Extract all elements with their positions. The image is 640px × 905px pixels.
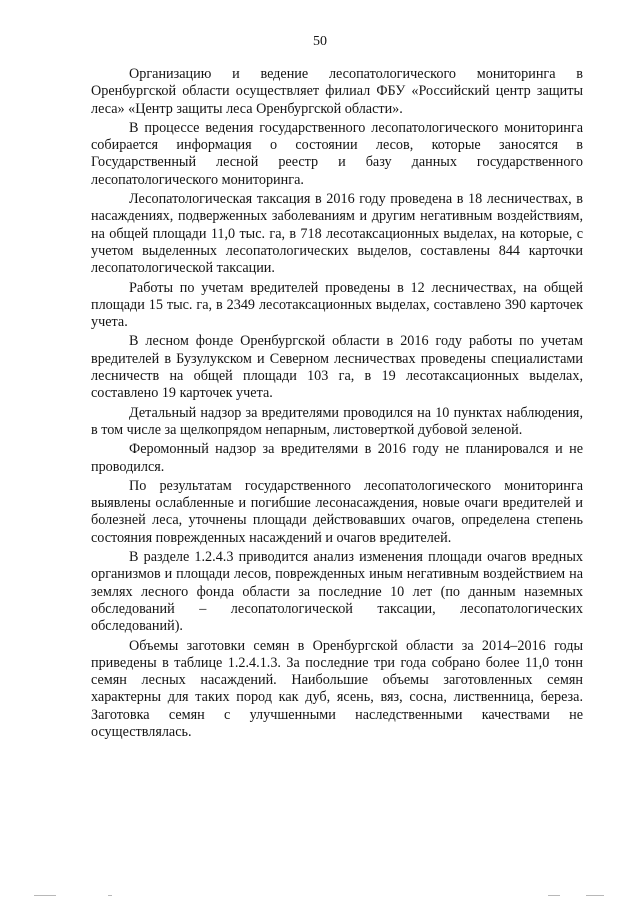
paragraph-forestry-surveys: В лесном фонде Оренбургской области в 2016 году работы по учетам вредителей в Бузулукском и Северном лесничествах проведены специалистами лесничеств на общей площади 103 га, в 19 лесотаксационных выделах, составлено 19 карточек учета.	[91, 333, 583, 402]
scan-artifacts	[0, 893, 640, 899]
paragraph-pathology-taxation: Лесопатологическая таксация в 2016 году проведена в 18 лесничествах, в насаждениях, подверженных заболеваниям и другим негативным воздействиям, на общей площади 11,0 тыс. га, в 718 лесотаксационных выделах, на которые, с учетом выделенных лесопатологических выделов, составлены 844 карточки лесопатологической таксации.	[91, 191, 583, 277]
paragraph-information-collection: В процессе ведения государственного лесопатологического мониторинга собирается информация о состоянии лесов, которые заносятся в Государственный лесной реестр и базу данных государственного лесопатологического мониторинга.	[91, 119, 583, 188]
scan-artifact	[548, 895, 560, 896]
scan-artifact	[586, 895, 604, 896]
paragraph-pest-surveys: Работы по учетам вредителей проведены в 12 лесничествах, на общей площади 15 тыс. га, в 2349 лесотаксационных выделах, составлено 390 карточек учета.	[91, 279, 583, 331]
scan-artifact	[34, 895, 56, 896]
paragraph-detailed-supervision: Детальный надзор за вредителями проводился на 10 пунктах наблюдения, в том числе за щелкопрядом непарным, листоверткой дубовой зеленой.	[91, 404, 583, 438]
paragraph-monitoring-results: По результатам государственного лесопатологического мониторинга выявлены ослабленные и погибшие лесонасаждения, новые очаги вредителей и болезней леса, уточнены площади действовавших очагов, определена степень состояния поврежденных насаждений и очагов вредителей.	[91, 477, 583, 546]
scan-artifact	[108, 895, 112, 896]
paragraph-seed-harvesting: Объемы заготовки семян в Оренбургской области за 2014–2016 годы приведены в таблице 1.2.4.1.3. За последние три года собрано более 11,0 тонн семян лесных насаждений. Наибольшие объемы заготовленных семян характерны для таких пород как дуб, ясень, вяз, сосна, лиственница, береза. Заготовка семян с улучшенными наследственными качествами не осуществлялась.	[91, 637, 583, 740]
paragraph-section-reference: В разделе 1.2.4.3 приводится анализ изменения площади очагов вредных организмов и площади лесов, поврежденных иным негативным воздействием на землях лесного фонда области за последние 10 лет (по данным наземных обследований – лесопатологической таксации, лесопатологических обследований).	[91, 549, 583, 635]
body-text	[91, 66, 583, 743]
page-number: 50	[313, 34, 327, 49]
paragraph-monitoring-organization: Организацию и ведение лесопатологического мониторинга в Оренбургской области осуществляет филиал ФБУ «Российский центр защиты леса» «Центр защиты леса Оренбургской области».	[91, 66, 583, 117]
paragraph-pheromone-supervision: Феромонный надзор за вредителями в 2016 году не планировался и не проводился.	[91, 441, 583, 475]
